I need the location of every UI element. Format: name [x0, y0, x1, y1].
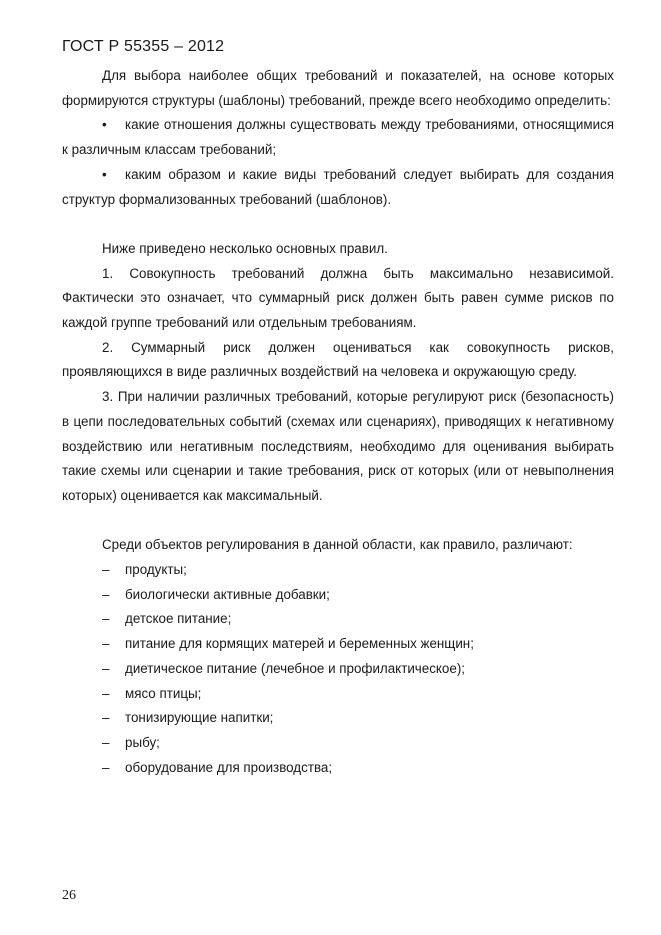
- object-item: [62, 682, 614, 707]
- object-item: [62, 706, 614, 731]
- rule-3: 3. При наличии различных требований, которые регулируют риск (безопасность) в цепи последовательных событий (схемах или сценариях), приводящих к негативному воздействию или негативным последствиям, необходимо для оценивания выбирать такие схемы или сценарии и такие требования, риск от которых (или от невыполнения которых) оценивается как максимальный.: [62, 389, 614, 503]
- objects-lead: Среди объектов регулирования в данной области, как правило, различают:: [102, 537, 573, 553]
- bullet-text-2: каким образом и какие виды требований следует выбирать для создания структур формализованных требований (шаблонов).: [62, 166, 614, 207]
- rules-lead: Ниже приведено несколько основных правил.: [102, 240, 388, 256]
- object-item: [62, 731, 614, 756]
- object-text: биологически активные добавки;: [125, 586, 330, 602]
- object-text: оборудование для производства;: [125, 759, 333, 775]
- spacer: [62, 509, 614, 534]
- document-header: ГОСТ Р 55355 – 2012: [62, 38, 225, 55]
- dash-marker: –: [102, 660, 110, 676]
- object-item: [62, 583, 614, 608]
- bullet-text-1: какие отношения должны существовать между требованиями, относящимися к различным классам требований;: [62, 117, 614, 158]
- intro-paragraph: Для выбора наиболее общих требований и показателей, на основе которых формируются структуры (шаблоны) требований, прежде всего необходимо определить:: [62, 68, 614, 108]
- page-number: 26: [62, 888, 76, 903]
- object-text: диетическое питание (лечебное и профилактическое);: [125, 660, 466, 676]
- object-text: питание для кормящих матерей и беременных женщин;: [125, 636, 474, 652]
- bullet-marker: •: [102, 166, 107, 182]
- object-text: рыбу;: [125, 734, 160, 750]
- spacer: [62, 212, 614, 237]
- rule-1: 1. Совокупность требований должна быть максимально независимой. Фактически это означает, что суммарный риск должен быть равен сумме рисков по каждой группе требований или отдельным требованиям.: [62, 265, 614, 331]
- object-text: мясо птицы;: [125, 685, 202, 701]
- object-text: тонизирующие напитки;: [125, 710, 274, 726]
- dash-marker: –: [102, 586, 110, 602]
- dash-marker: –: [102, 562, 110, 578]
- object-item: [62, 657, 614, 682]
- document-body: [62, 64, 614, 780]
- object-text: детское питание;: [125, 611, 232, 627]
- bullet-item-2: [62, 163, 614, 212]
- rule-2: 2. Суммарный риск должен оцениваться как совокупность рисков, проявляющихся в виде различных воздействий на человека и окружающую среду.: [62, 339, 614, 380]
- dash-marker: –: [102, 734, 110, 750]
- dash-marker: –: [102, 759, 110, 775]
- object-item: [62, 607, 614, 632]
- object-item: [62, 558, 614, 583]
- object-text: продукты;: [125, 562, 187, 578]
- bullet-marker: •: [102, 117, 107, 133]
- bullet-item-1: [62, 113, 614, 162]
- dash-marker: –: [102, 611, 110, 627]
- dash-marker: –: [102, 685, 110, 701]
- object-item: [62, 756, 614, 781]
- dash-marker: –: [102, 710, 110, 726]
- object-item: [62, 632, 614, 657]
- dash-marker: –: [102, 636, 110, 652]
